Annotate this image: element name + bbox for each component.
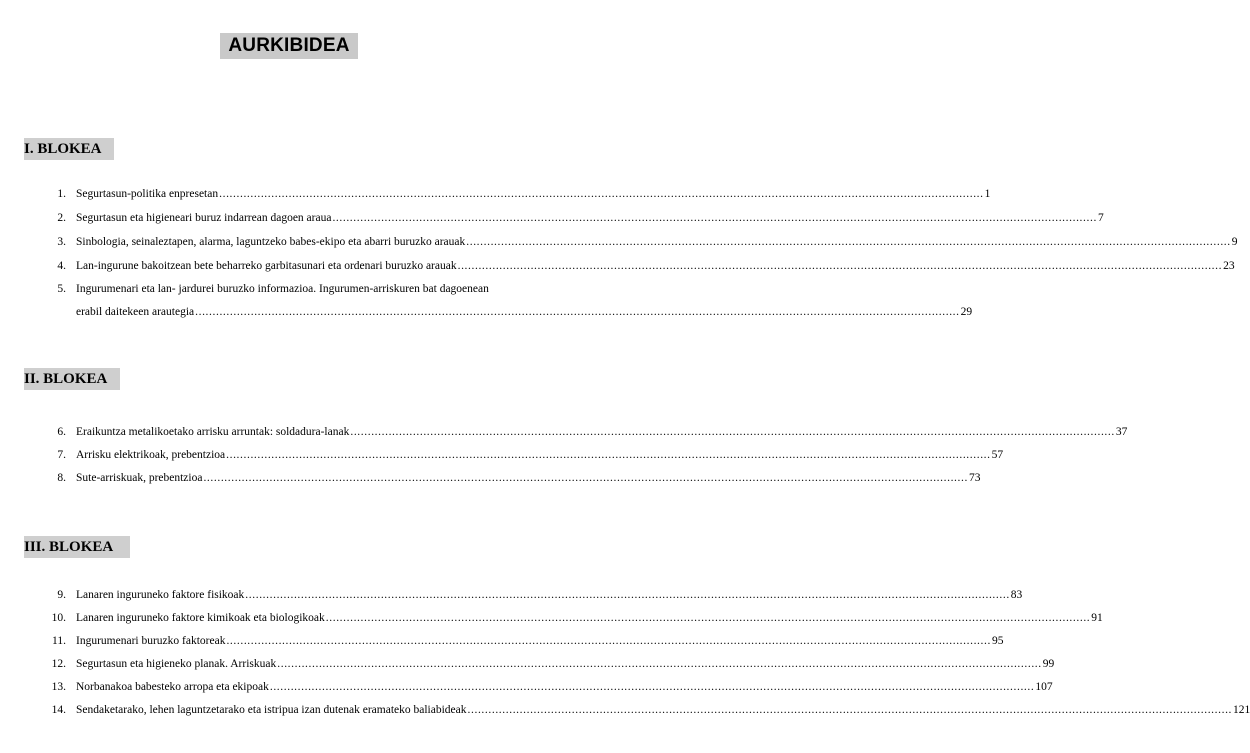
toc-entry-title: Sendaketarako, lehen laguntzetarako eta istripua izan dutenak eramateko baliabideak [76, 704, 467, 716]
toc-entry-title: Sute-arriskuak, prebentzioa [76, 472, 203, 484]
toc-entry-page: 9 [1231, 236, 1238, 248]
toc-entry-number: 13. [51, 681, 66, 693]
toc-entry-title: erabil daitekeen arautegia [76, 306, 195, 318]
toc-entry-page: 99 [1042, 658, 1055, 670]
toc-entry-number: 2. [57, 212, 66, 224]
toc-entry-number: 9. [57, 589, 66, 601]
dot-leader: ............................................................................................................................................................................................................................ [350, 426, 1115, 438]
toc-entry-page: 1 [984, 188, 991, 200]
toc-entry-number: 11. [52, 635, 66, 647]
toc-entry-page: 37 [1115, 426, 1128, 438]
toc-entry-title: Lanaren inguruneko faktore fisikoak [76, 589, 245, 601]
dot-leader: ............................................................................................................................................................................................................................ [195, 306, 960, 318]
toc-entry-title: Lan-ingurune bakoitzean bete beharreko garbitasunari eta ordenari buruzko arauak [76, 260, 457, 272]
dot-leader: ............................................................................................................................................................................................................................ [269, 681, 1035, 693]
dot-leader: ............................................................................................................................................................................................................................ [325, 612, 1091, 624]
dot-leader: ............................................................................................................................................................................................................................ [203, 472, 968, 484]
dot-leader: ............................................................................................................................................................................................................................ [219, 188, 984, 200]
toc-entry-page: 29 [960, 306, 973, 318]
toc-entry-number: 7. [57, 449, 66, 461]
toc-entry-title: Eraikuntza metalikoetako arrisku arruntak: soldadura-lanak [76, 426, 350, 438]
dot-leader: ............................................................................................................................................................................................................................ [226, 449, 991, 461]
dot-leader: ............................................................................................................................................................................................................................ [332, 212, 1097, 224]
toc-entry-page: 91 [1091, 612, 1103, 624]
toc-entry-number: 1. [57, 188, 66, 200]
toc-entry-page: 83 [1010, 589, 1023, 601]
toc-entry-page: 57 [991, 449, 1004, 461]
toc-entry-page: 73 [968, 472, 981, 484]
toc-entry-title: Arrisku elektrikoak, prebentzioa [76, 449, 226, 461]
toc-entry-number: 4. [57, 260, 66, 272]
toc-entry-title: Segurtasun-politika enpresetan [76, 188, 219, 200]
dot-leader: ............................................................................................................................................................................................................................ [466, 236, 1231, 248]
toc-entry-title: Segurtasun eta higieneari buruz indarrean dagoen araua [76, 212, 332, 224]
section-heading-2: II. BLOKEA [24, 368, 120, 390]
section-heading-1: I. BLOKEA [24, 138, 114, 160]
toc-entry-page: 7 [1097, 212, 1104, 224]
toc-entry-page: 23 [1223, 260, 1235, 272]
section-heading-3: III. BLOKEA [24, 536, 130, 558]
toc-entry-title: Norbanakoa babesteko arropa eta ekipoak [76, 681, 269, 693]
toc-entry-page: 121 [1233, 704, 1250, 716]
toc-entry-number: 8. [57, 472, 66, 484]
toc-entry-number: 3. [57, 236, 66, 248]
toc-entry-page: 95 [991, 635, 1004, 647]
toc-entry-number: 12. [51, 658, 66, 670]
dot-leader: ............................................................................................................................................................................................................................ [226, 635, 991, 647]
toc-entry-number: 10. [51, 612, 66, 624]
toc-entry-number: 5. [57, 283, 66, 295]
toc-entry-number: 14. [51, 704, 66, 716]
dot-leader: ............................................................................................................................................................................................................................ [457, 260, 1223, 272]
toc-entry-title: Segurtasun eta higieneko planak. Arriskuak [76, 658, 277, 670]
toc-entry-title: Ingurumenari buruzko faktoreak [76, 635, 226, 647]
toc-entry-number: 6. [57, 426, 66, 438]
toc-entry-page: 107 [1035, 681, 1053, 693]
dot-leader: ............................................................................................................................................................................................................................ [277, 658, 1042, 670]
toc-entry-title-line1: Ingurumenari eta lan- jardurei buruzko informazioa. Ingurumen-arriskuren bat dagoenean [76, 283, 489, 295]
dot-leader: ............................................................................................................................................................................................................................ [245, 589, 1010, 601]
toc-entry-title: Lanaren inguruneko faktore kimikoak eta biologikoak [76, 612, 325, 624]
dot-leader: ............................................................................................................................................................................................................................ [467, 704, 1233, 716]
toc-entry-title: Sinbologia, seinaleztapen, alarma, laguntzeko babes-ekipo eta abarri buruzko arauak [76, 236, 466, 248]
page-title: AURKIBIDEA [220, 33, 358, 59]
